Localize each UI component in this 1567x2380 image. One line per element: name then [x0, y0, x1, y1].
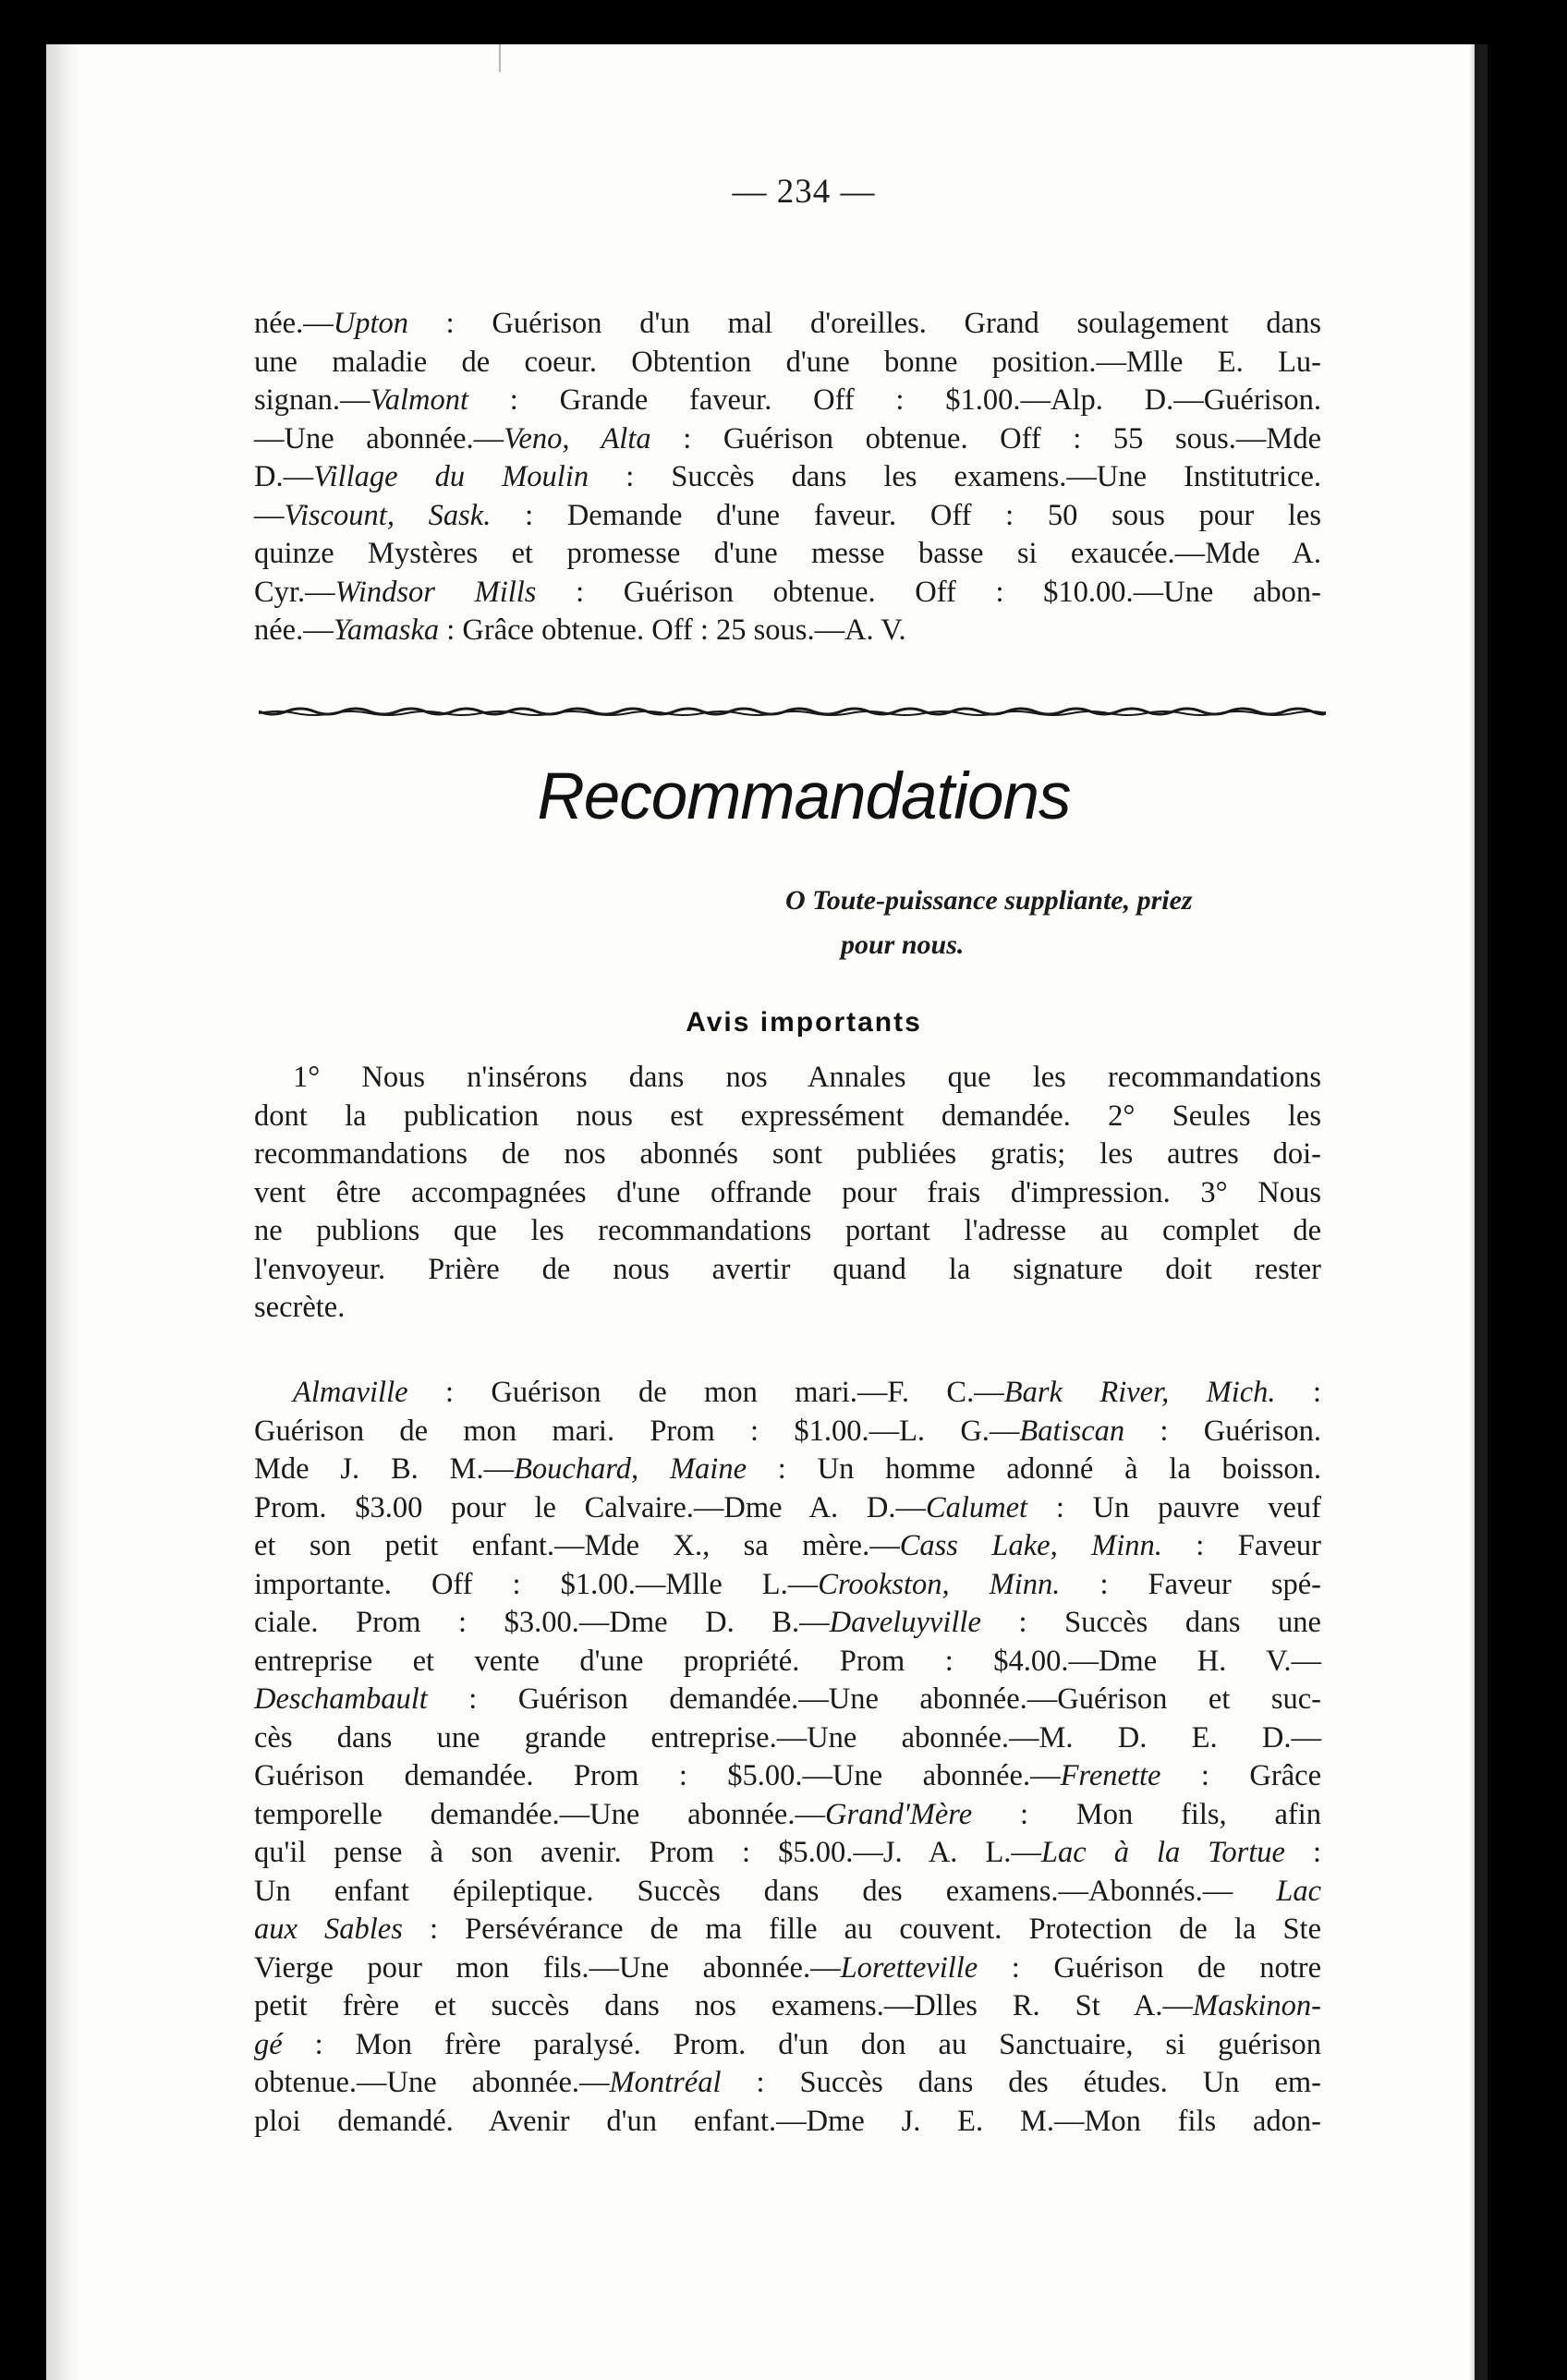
entry-text: petit frère et succès dans nos examens.—Dlles R. St A.—: [254, 1989, 1193, 2022]
place-name: Upton: [333, 307, 408, 340]
entry-text: cès dans une grande entreprise.—Une abonnée.—M. D. E. D.—: [254, 1720, 1321, 1755]
notice-line: [254, 1289, 1321, 1328]
entry-text: Mde J. B. M.—: [254, 1452, 515, 1486]
entry-text: recommandations de nos abonnés sont publiées gratis; les autres doi-: [254, 1137, 1321, 1171]
notice-paragraph: [254, 1059, 1321, 1328]
entry-text: importante. Off : $1.00.—Mlle L.—: [254, 1567, 819, 1601]
entry-text: née.—: [254, 613, 334, 647]
entry-text: : Succès dans les examens.—Une Institutrice.: [589, 460, 1321, 493]
entry-text: : Demande d'une faveur. Off : 50 sous pour les: [491, 498, 1321, 532]
place-name: Montréal: [609, 2066, 722, 2099]
text-line: [254, 344, 1321, 382]
recommendation-line: [254, 1911, 1321, 1949]
place-name: aux Sables: [254, 1912, 403, 1946]
entry-text: vent être accompagnées d'une offrande pour frais d'impression. 3° Nous: [254, 1175, 1321, 1209]
place-name: gé: [254, 2027, 283, 2061]
entry-text: entreprise et vente d'une propriété. Prom : $4.00.—Dme H. V.—: [254, 1644, 1321, 1678]
entry-text: Guérison de mon mari. Prom : $1.00.—L. G.—: [254, 1414, 1020, 1448]
recommendation-line: [254, 1604, 1321, 1643]
entry-text: : Grâce obtenue. Off : 25 sous.—A. V.: [439, 613, 906, 647]
page-border-right: [1475, 44, 1488, 2380]
entry-text: et son petit enfant.—Mde X., sa mère.—: [254, 1529, 900, 1562]
place-name: Windsor Mills: [334, 575, 537, 609]
place-name: Almaville: [293, 1376, 408, 1409]
entry-text: obtenue.—Une abonnée.—: [254, 2066, 610, 2099]
notice-line: [254, 1059, 1321, 1098]
recommendation-line: [254, 1719, 1321, 1758]
page-number: — 234 —: [732, 173, 876, 211]
recommendation-line: [254, 1681, 1321, 1719]
entry-text: :: [1284, 1836, 1321, 1869]
entry-text: —: [254, 498, 285, 532]
place-name: Bark River, Mich.: [1003, 1376, 1276, 1409]
entry-text: : Un homme adonné à la boisson.: [747, 1452, 1322, 1486]
text-line: [254, 612, 1321, 650]
place-name: Crookston, Minn.: [818, 1567, 1061, 1601]
invocation-line-1: O Toute-puissance suppliante, priez: [785, 885, 1193, 916]
place-name: Grand'Mère: [824, 1797, 973, 1831]
entry-text: secrète.: [254, 1291, 346, 1324]
recommendation-line: [254, 1757, 1321, 1796]
text-line: [254, 535, 1321, 574]
entry-text: D.—: [254, 460, 314, 493]
entry-text: : Guérison.: [1124, 1414, 1321, 1448]
place-name: Village du Moulin: [313, 460, 589, 493]
entry-text: : Guérison d'un mal d'oreilles. Grand soulagement dans: [407, 307, 1321, 340]
entry-text: : Succès dans des études. Un em-: [721, 2066, 1321, 2099]
place-name: Viscount, Sask.: [284, 498, 492, 532]
entry-text: ne publions que les recommandations portant l'adresse au complet de: [254, 1214, 1321, 1247]
entry-text: : Faveur spé-: [1060, 1567, 1321, 1601]
wavy-divider: [259, 702, 1326, 721]
entry-text: qu'il pense à son avenir. Prom : $5.00.—J. A. L.—: [254, 1836, 1041, 1869]
entry-text: : Mon fils, afin: [972, 1797, 1321, 1831]
text-line: [254, 382, 1321, 420]
scan-speck: [499, 44, 501, 72]
place-name: Daveluyville: [829, 1606, 981, 1639]
place-name: Lac à la Tortue: [1040, 1836, 1285, 1869]
recommendation-line: [254, 1527, 1321, 1566]
entry-text: : Mon frère paralysé. Prom. d'un don au Sanctuaire, si guérison: [282, 2027, 1321, 2061]
place-name: Cass Lake, Minn.: [899, 1529, 1162, 1562]
place-name: Veno, Alta: [504, 421, 651, 455]
entry-text: une maladie de coeur. Obtention d'une bonne position.—Mlle E. Lu-: [254, 345, 1321, 379]
recommendation-line: [254, 1949, 1321, 1988]
recommendation-line: [254, 1834, 1321, 1873]
entry-text: Un enfant épileptique. Succès dans des examens.—Abonnés.—: [254, 1874, 1277, 1908]
text-line: [254, 574, 1321, 613]
recommendations-list: [254, 1374, 1321, 2141]
place-name: Frenette: [1060, 1759, 1161, 1792]
text-line: [254, 497, 1321, 536]
recommendation-line: [254, 1796, 1321, 1835]
entry-text: Vierge pour mon fils.—Une abonnée.—: [254, 1950, 841, 1985]
notice-line: [254, 1212, 1321, 1251]
recommendation-line: [254, 1374, 1321, 1413]
place-name: Bouchard, Maine: [514, 1452, 747, 1486]
entry-text: :: [1275, 1376, 1322, 1409]
invocation-line-2: pour nous.: [841, 929, 965, 960]
entry-text: : Guérison demandée.—Une abonnée.—Guérison et suc-: [427, 1682, 1321, 1716]
place-name: Deschambault: [254, 1682, 428, 1716]
place-name: Calumet: [925, 1490, 1028, 1524]
place-name: Maskinon-: [1193, 1989, 1321, 2022]
entry-text: ciale. Prom : $3.00.—Dme D. B.—: [254, 1606, 830, 1639]
entry-text: : Guérison obtenue. Off : $10.00.—Une abon-: [536, 575, 1321, 609]
entry-text: : Guérison obtenue. Off : 55 sous.—Mde: [650, 421, 1321, 455]
notice-line: [254, 1135, 1321, 1174]
recommendation-line: [254, 1873, 1321, 1912]
recommendation-line: [254, 1643, 1321, 1682]
entry-text: ploi demandé. Avenir d'un enfant.—Dme J. E. M.—Mon fils adon-: [254, 2104, 1321, 2138]
recommendation-line: [254, 2064, 1321, 2103]
recommendation-line: [254, 1451, 1321, 1489]
place-name: Lac: [1276, 1874, 1321, 1908]
entry-text: : Faveur: [1161, 1529, 1322, 1562]
recommendation-line: [254, 1987, 1321, 2026]
entry-text: : Un pauvre veuf: [1027, 1490, 1321, 1524]
notice-line: [254, 1098, 1321, 1136]
entry-text: Prom. $3.00 pour le Calvaire.—Dme A. D.—: [254, 1490, 926, 1524]
recommendation-line: [254, 1489, 1321, 1528]
entry-text: : Grâce: [1160, 1759, 1321, 1792]
entry-text: : Guérison de mon mari.—F. C.—: [407, 1376, 1004, 1409]
entry-text: : Grande faveur. Off : $1.00.—Alp. D.—Guérison.: [468, 383, 1321, 417]
recommendation-line: [254, 1566, 1321, 1605]
entry-text: : Guérison de notre: [978, 1950, 1321, 1985]
place-name: Batiscan: [1019, 1414, 1125, 1448]
entry-text: Cyr.—: [254, 575, 335, 609]
text-line: [254, 420, 1321, 459]
recommendation-line: [254, 2103, 1321, 2142]
notice-line: [254, 1174, 1321, 1213]
continued-text: [254, 305, 1321, 650]
text-line: [254, 305, 1321, 344]
entry-text: 1° Nous n'insérons dans nos Annales que les recommandations: [293, 1061, 1321, 1094]
section-title: Recommandations: [537, 760, 1071, 833]
entry-text: signan.—: [254, 383, 370, 417]
entry-text: née.—: [254, 307, 334, 340]
entry-text: temporelle demandée.—Une abonnée.—: [254, 1797, 825, 1831]
entry-text: quinze Mystères et promesse d'une messe basse si exaucée.—Mde A.: [254, 537, 1321, 570]
entry-text: l'envoyeur. Prière de nous avertir quand la signature doit rester: [254, 1252, 1321, 1286]
entry-text: : Succès dans une: [980, 1606, 1321, 1639]
entry-text: : Persévérance de ma fille au couvent. Protection de la Ste: [402, 1912, 1321, 1946]
place-name: Yamaska: [333, 613, 440, 647]
page-gutter-shadow: [46, 44, 79, 2380]
notice-heading: Avis importants: [686, 1007, 922, 1038]
entry-text: dont la publication nous est expressément demandée. 2° Seules les: [254, 1099, 1321, 1133]
text-line: [254, 458, 1321, 497]
entry-text: —Une abonnée.—: [254, 421, 504, 455]
place-name: Loretteville: [840, 1950, 978, 1985]
place-name: Valmont: [370, 383, 469, 417]
notice-line: [254, 1251, 1321, 1290]
recommendation-line: [254, 2026, 1321, 2065]
entry-text: Guérison demandée. Prom : $5.00.—Une abonnée.—: [254, 1759, 1061, 1792]
recommendation-line: [254, 1413, 1321, 1451]
